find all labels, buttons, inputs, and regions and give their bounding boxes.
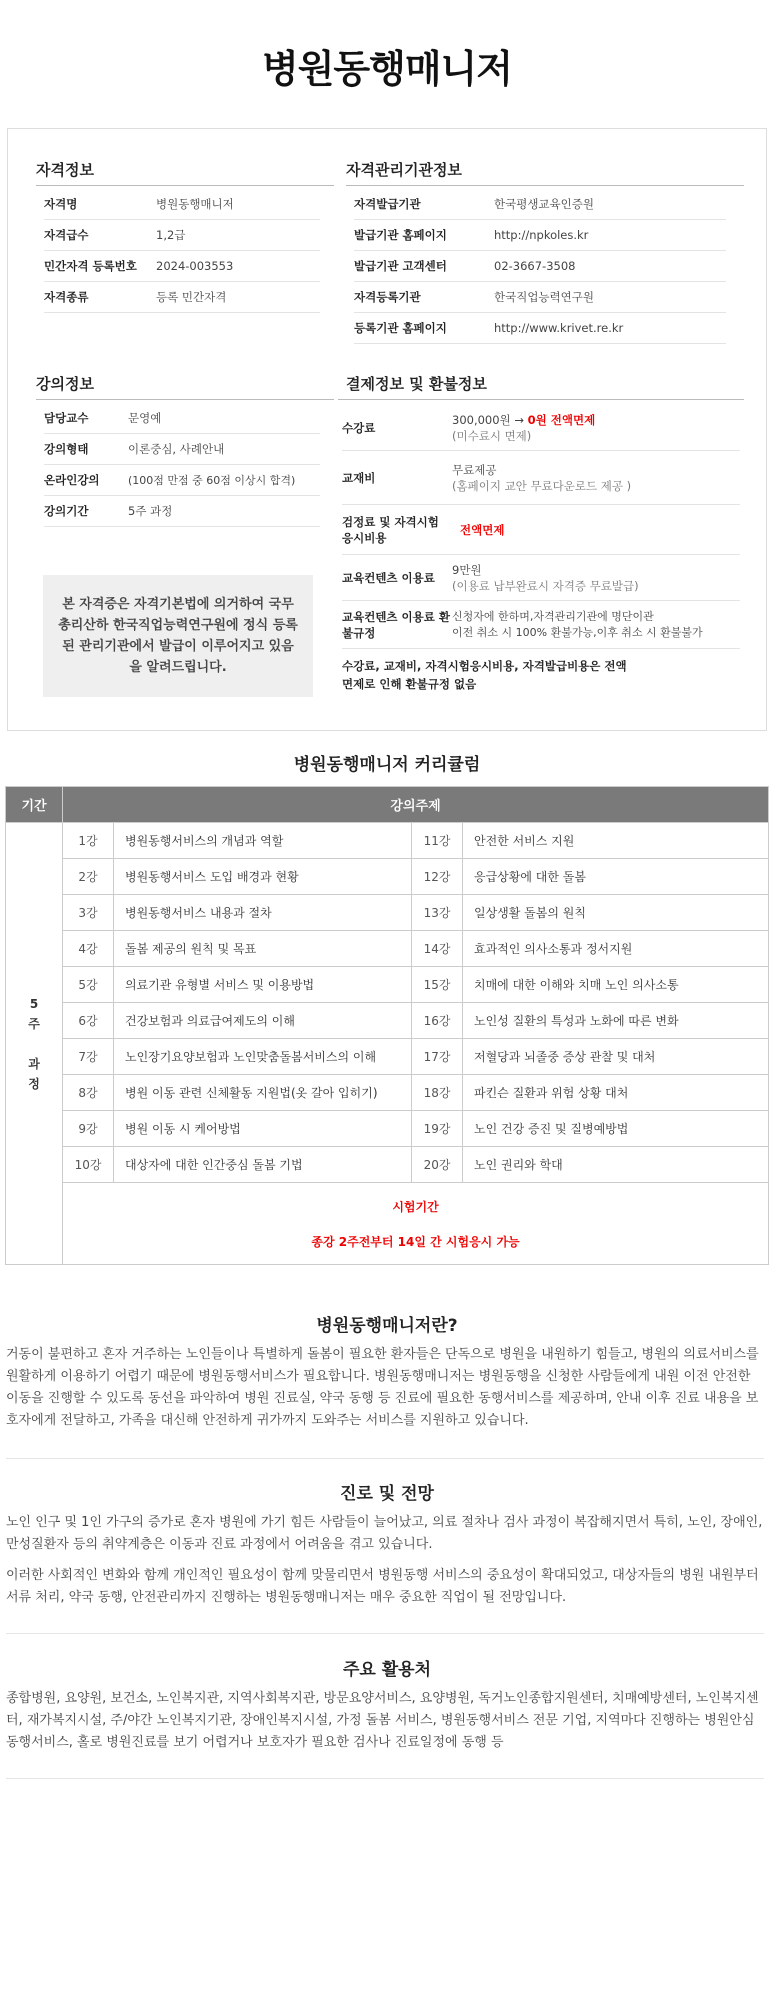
curriculum-table xyxy=(5,786,769,1265)
lecture-row xyxy=(44,434,320,465)
lecture-number: 11강 xyxy=(412,823,463,859)
divider xyxy=(346,185,744,186)
exam-period-desc: 종강 2주전부터 14일 간 시험응시 가능 xyxy=(311,1234,520,1249)
row-key: 발급기관 홈페이지 xyxy=(354,228,447,242)
lecture-number: 5강 xyxy=(63,967,114,1003)
table-row xyxy=(6,1111,769,1147)
divider xyxy=(36,399,334,400)
lecture-title: 응급상황에 대한 돌봄 xyxy=(463,859,769,895)
qual-row xyxy=(44,282,320,313)
what-title: 병원동행매니저란? xyxy=(316,1316,458,1336)
lecture-title: 노인성 질환의 특성과 노화에 따른 변화 xyxy=(463,1003,769,1039)
refund-value xyxy=(452,609,703,641)
curriculum-title: 병원동행매니저 커리큘럼 xyxy=(293,755,481,775)
lecture-title: 노인 권리와 학대 xyxy=(463,1147,769,1183)
content-fee-main: 9만원 xyxy=(452,562,482,577)
material-value xyxy=(452,462,631,494)
fee-note: (미수료시 면제) xyxy=(452,428,532,443)
lecture-number: 9강 xyxy=(63,1111,114,1147)
exam-period-title: 시험기간 xyxy=(392,1199,439,1214)
lecture-title: 효과적인 의사소통과 정서지원 xyxy=(463,931,769,967)
row-value: 02-3667-3508 xyxy=(494,259,576,273)
row-key: 자격발급기관 xyxy=(354,197,421,211)
notice-box: 본 자격증은 자격기본법에 의거하여 국무총리산하 한국직업능력연구원에 정식 등록된 관리기관에서 발급이 이루어지고 있음을 알려드립니다. xyxy=(43,575,313,697)
org-row xyxy=(354,220,726,251)
row-value: 2024-003553 xyxy=(156,259,234,273)
exam-fee-value xyxy=(452,522,504,538)
refund-note: 수강료, 교재비, 자격시험응시비용, 자격발급비용은 전액면제로 인해 환불규정 없음 xyxy=(342,659,627,691)
row-key: 강의형태 xyxy=(44,442,89,456)
exam-fee-row xyxy=(342,505,740,555)
lecture-number: 1강 xyxy=(63,823,114,859)
table-row xyxy=(6,1039,769,1075)
row-key: 강의기간 xyxy=(44,504,89,518)
row-key: 온라인강의 xyxy=(44,473,100,487)
refund-row xyxy=(342,601,740,649)
row-key: 발급기관 고객센터 xyxy=(354,259,447,273)
lecture-number: 20강 xyxy=(412,1147,463,1183)
period-label-char: 주 xyxy=(28,1016,40,1031)
lecture-title: 돌봄 제공의 원칙 및 목표 xyxy=(114,931,412,967)
period-label-char: 5 xyxy=(29,996,39,1011)
info-box xyxy=(7,128,767,731)
payment-info-title: 결제정보 및 환불정보 xyxy=(346,375,487,393)
period-cell xyxy=(6,823,63,1265)
lecture-title: 대상자에 대한 인간중심 돌봄 기법 xyxy=(114,1147,412,1183)
row-value: 문영예 xyxy=(128,411,162,425)
what-body: 거동이 불편하고 혼자 거주하는 노인들이나 특별하게 돌봄이 필요한 환자들은 단독으로 병원을 내원하기 힘들고, 병원의 의료서비스를 원활하게 이용하기 어렵기 때문에 병원동행서비스가 필요합니다. 병원동행매니저는 병원동행을 신청한 사람들에게 내원 이전 안전한 이동을 진행할 수 있도록 동선을 파악하여 병원 진료실, 약국 동행 등 진료에 필요한 동행서비스를 제공하며, 안내 이후 진료 내용을 보호자에게 전달하고, 가족을 대신해 안전하게 귀가까지 도와주는 서비스를 지원하고 있습니다. xyxy=(6,1347,759,1428)
row-key: 수강료 xyxy=(342,420,376,435)
homepage-link[interactable]: http://npkoles.kr xyxy=(494,228,589,242)
row-key: 교육컨텐츠 이용료 환불규정 xyxy=(342,609,450,640)
row-key: 민간자격 등록번호 xyxy=(44,259,137,273)
lecture-row xyxy=(44,403,320,434)
lecture-number: 3강 xyxy=(63,895,114,931)
lecture-number: 12강 xyxy=(412,859,463,895)
lecture-title: 병원 이동 관련 신체활동 지원법(옷 갈아 입히기) xyxy=(114,1075,412,1111)
org-row xyxy=(354,282,726,313)
exam-fee-free: 전액면제 xyxy=(460,522,505,537)
usage-body: 종합병원, 요양원, 보건소, 노인복지관, 지역사회복지관, 방문요양서비스, 요양병원, 독거노인종합지원센터, 치매예방센터, 노인복지센터, 재가복지시설, 주/야간 노인복지기관, 장애인복지시설, 가정 돌봄 서비스, 병원동행서비스 전문 기업, 지역마다 진행하는 병원안심동행서비스, 홀로 병원진료를 보기 어렵거나 보호자가 필요한 검사나 진료일정에 동행 등 xyxy=(6,1691,759,1750)
lecture-number: 16강 xyxy=(412,1003,463,1039)
col-topic-header: 강의주제 xyxy=(63,787,769,823)
divider xyxy=(6,1778,764,1779)
table-row xyxy=(6,1075,769,1111)
divider xyxy=(6,1633,764,1634)
career-body-2: 이러한 사회적인 변화와 함께 개인적인 필요성이 함께 맞물리면서 병원동행 서비스의 중요성이 확대되었고, 대상자들의 병원 내원부터 서류 처리, 약국 동행, 안전관리까지 진행하는 병원동행매니저는 매우 중요한 직업이 될 전망입니다. xyxy=(6,1568,759,1605)
row-value: 1,2급 xyxy=(156,228,186,242)
material-note: (홈페이지 교안 무료다운로드 제공 ) xyxy=(452,478,632,493)
fee-discount: 0원 전액면제 xyxy=(527,412,596,427)
lecture-title: 병원동행서비스 내용과 절차 xyxy=(114,895,412,931)
lecture-number: 6강 xyxy=(63,1003,114,1039)
lecture-number: 2강 xyxy=(63,859,114,895)
exam-cell xyxy=(63,1183,769,1265)
lecture-title: 병원동행서비스의 개념과 역할 xyxy=(114,823,412,859)
table-row xyxy=(6,1003,769,1039)
row-value: 한국평생교육인증원 xyxy=(494,197,594,211)
lecture-title: 건강보험과 의료급여제도의 이해 xyxy=(114,1003,412,1039)
table-row xyxy=(6,895,769,931)
org-row xyxy=(354,313,726,344)
row-value: 한국직업능력연구원 xyxy=(494,290,594,304)
divider xyxy=(36,185,334,186)
table-row xyxy=(6,859,769,895)
fee-row xyxy=(342,405,740,451)
page-title: 병원동행매니저 xyxy=(262,47,512,91)
period-label-char xyxy=(6,1034,62,1054)
row-key: 자격급수 xyxy=(44,228,89,242)
table-row xyxy=(6,823,769,859)
lecture-number: 18강 xyxy=(412,1075,463,1111)
content-fee-value xyxy=(452,562,639,594)
lecture-number: 8강 xyxy=(63,1075,114,1111)
divider xyxy=(6,1458,764,1459)
lecture-number: 4강 xyxy=(63,931,114,967)
row-key: 담당교수 xyxy=(44,411,89,425)
homepage-link[interactable]: http://www.krivet.re.kr xyxy=(494,321,624,335)
row-key: 교재비 xyxy=(342,470,376,485)
row-value: 병원동행매니저 xyxy=(156,197,234,211)
row-key: 등록기관 홈페이지 xyxy=(354,321,447,335)
row-value: (100점 만점 중 60점 이상시 합격) xyxy=(128,474,296,487)
org-info-title: 자격관리기관정보 xyxy=(346,161,462,179)
lecture-title: 치매에 대한 이해와 치매 노인 의사소통 xyxy=(463,967,769,1003)
lecture-title: 병원 이동 시 케어방법 xyxy=(114,1111,412,1147)
period-label-char: 과 xyxy=(28,1056,40,1071)
row-key: 자격등록기관 xyxy=(354,290,421,304)
lecture-title: 파킨슨 질환과 위험 상황 대처 xyxy=(463,1075,769,1111)
lecture-title: 안전한 서비스 지원 xyxy=(463,823,769,859)
qual-row xyxy=(44,251,320,282)
lecture-title: 일상생활 돌봄의 원칙 xyxy=(463,895,769,931)
material-row xyxy=(342,451,740,505)
lecture-title: 노인 건강 증진 및 질병예방법 xyxy=(463,1111,769,1147)
lecture-number: 17강 xyxy=(412,1039,463,1075)
qual-row xyxy=(44,220,320,251)
table-row xyxy=(6,967,769,1003)
org-row xyxy=(354,251,726,282)
qual-row xyxy=(44,189,320,220)
row-value: 5주 과정 xyxy=(128,504,173,518)
exam-row xyxy=(6,1183,769,1265)
career-title: 진로 및 전망 xyxy=(340,1484,434,1504)
lecture-number: 14강 xyxy=(412,931,463,967)
lecture-title: 의료기관 유형별 서비스 및 이용방법 xyxy=(114,967,412,1003)
fee-value xyxy=(452,412,595,444)
content-fee-row xyxy=(342,555,740,601)
career-body-1: 노인 인구 및 1인 가구의 증가로 혼자 병원에 가기 힘든 사람들이 늘어났고, 의료 절차나 검사 과정이 복잡해지면서 특히, 노인, 장애인, 만성질환자 등의 취약계층은 이동과 진료 과정에서 어려움을 겪고 있습니다. xyxy=(6,1515,763,1552)
org-row xyxy=(354,189,726,220)
lecture-title: 병원동행서비스 도입 배경과 현황 xyxy=(114,859,412,895)
lecture-title: 노인장기요양보험과 노인맞춤돌봄서비스의 이해 xyxy=(114,1039,412,1075)
table-header-row xyxy=(6,787,769,823)
lecture-title: 저혈당과 뇌졸중 증상 관찰 및 대처 xyxy=(463,1039,769,1075)
table-row xyxy=(6,1147,769,1183)
qual-info-title: 자격정보 xyxy=(36,161,94,179)
lecture-number: 15강 xyxy=(412,967,463,1003)
row-key: 자격종류 xyxy=(44,290,89,304)
material-main: 무료제공 xyxy=(452,462,497,477)
content-fee-note: (이용료 납부완료시 자격증 무료발급) xyxy=(452,578,639,593)
table-row xyxy=(6,931,769,967)
period-label-char: 정 xyxy=(28,1076,40,1091)
row-key: 교육컨텐츠 이용료 xyxy=(342,570,435,585)
lecture-info-title: 강의정보 xyxy=(36,375,94,393)
row-key: 자격명 xyxy=(44,197,78,211)
refund-line: 신청자에 한하며,자격관리기관에 명단이관 xyxy=(452,609,654,623)
usage-title: 주요 활용처 xyxy=(342,1660,432,1680)
lecture-number: 13강 xyxy=(412,895,463,931)
lecture-row xyxy=(44,465,320,496)
row-value: 이론중심, 사례안내 xyxy=(128,442,225,456)
lecture-number: 19강 xyxy=(412,1111,463,1147)
lecture-number: 10강 xyxy=(63,1147,114,1183)
row-value: 등록 민간자격 xyxy=(156,290,227,304)
fee-original: 300,000원 → xyxy=(452,412,524,427)
refund-line: 이전 취소 시 100% 환불가능,이후 취소 시 환불불가 xyxy=(452,625,703,639)
row-key: 검정료 및 자격시험 응시비용 xyxy=(342,514,439,545)
lecture-number: 7강 xyxy=(63,1039,114,1075)
col-period-header: 기간 xyxy=(6,787,63,823)
divider xyxy=(338,399,744,400)
lecture-row xyxy=(44,496,320,527)
